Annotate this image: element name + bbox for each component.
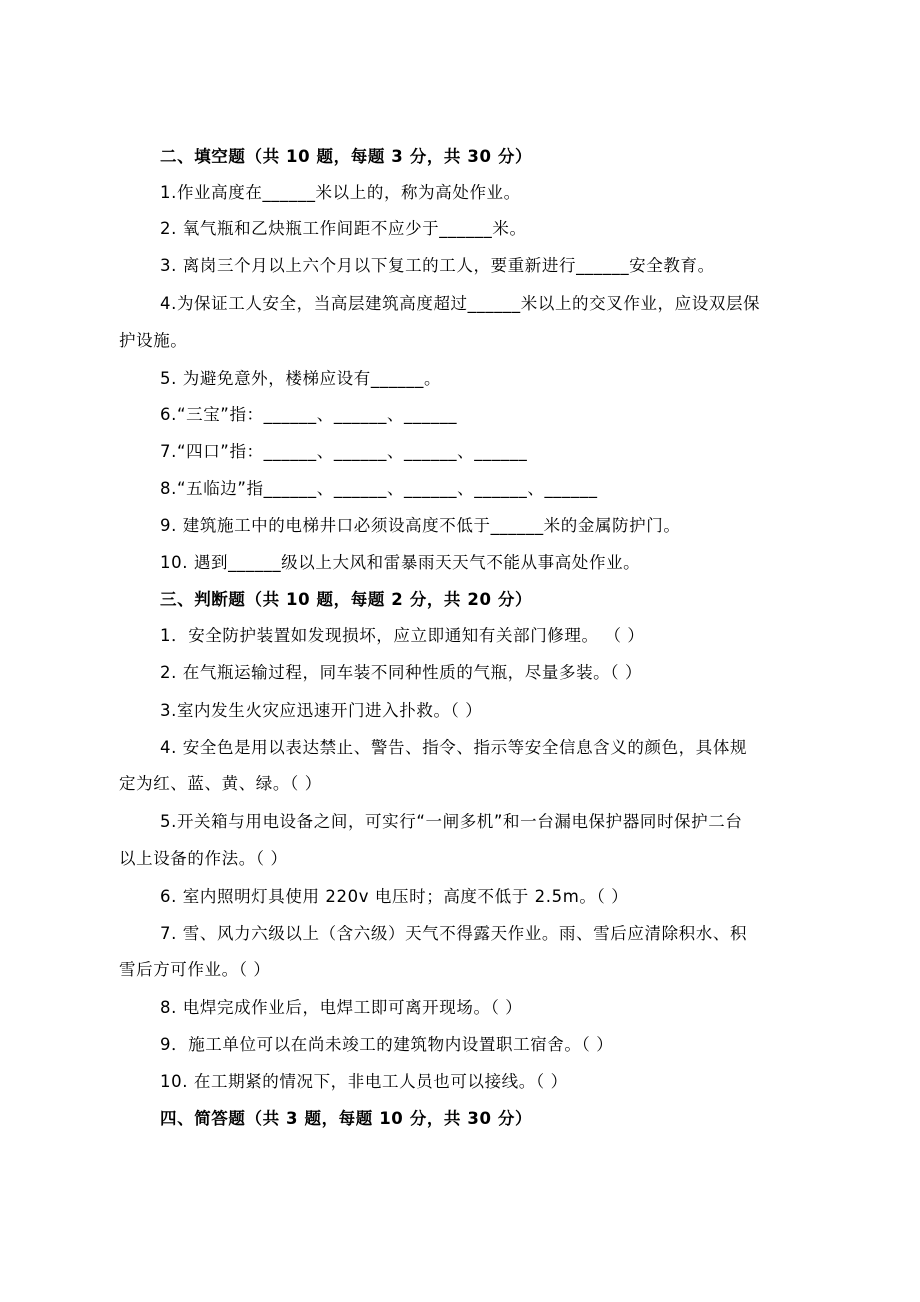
fill-question-6: 6.“三宝”指：______、______、______ — [160, 405, 458, 424]
judge-question-8: 8. 电焊完成作业后，电焊工即可离开现场。（ ） — [160, 998, 523, 1017]
judge-question-7-continued: 雪后方可作业。（ ） — [119, 960, 271, 979]
section-heading-fill-in-blank: 二、填空题（共 10 题，每题 3 分，共 30 分） — [160, 147, 533, 166]
judge-question-6: 6. 室内照明灯具使用 220v 电压时；高度不低于 2.5m。（ ） — [160, 887, 629, 906]
fill-question-4-continued: 护设施。 — [119, 331, 188, 350]
judge-question-4: 4. 安全色是用以表达禁止、警告、指令、指示等安全信息含义的颜色，具体规 — [160, 738, 748, 757]
fill-question-2: 2. 氧气瓶和乙炔瓶工作间距不应少于______米。 — [160, 219, 527, 238]
judge-question-5-continued: 以上设备的作法。（ ） — [119, 849, 288, 868]
fill-question-3: 3. 离岗三个月以上六个月以下复工的工人，要重新进行______安全教育。 — [160, 256, 715, 275]
fill-question-1: 1.作业高度在______米以上的，称为高处作业。 — [160, 183, 521, 202]
judge-question-7: 7. 雪、风力六级以上（含六级）天气不得露天作业。雨、雪后应清除积水、积 — [160, 924, 748, 943]
judge-question-9: 9．施工单位可以在尚未竣工的建筑物内设置职工宿舍。（ ） — [160, 1035, 614, 1054]
section-heading-short-answer: 四、简答题（共 3 题，每题 10 分，共 30 分） — [160, 1109, 533, 1128]
fill-question-4: 4.为保证工人安全，当高层建筑高度超过______米以上的交叉作业，应设双层保 — [160, 294, 761, 313]
judge-question-2: 2. 在气瓶运输过程，同车装不同种性质的气瓶，尽量多装。（ ） — [160, 663, 643, 682]
judge-question-4-continued: 定为红、蓝、黄、绿。（ ） — [119, 774, 322, 793]
judge-question-5: 5.开关箱与用电设备之间，可实行“一闸多机”和一台漏电保护器同时保护二台 — [160, 812, 743, 831]
section-heading-true-false: 三、判断题（共 10 题，每题 2 分，共 20 分） — [160, 590, 533, 609]
judge-question-10: 10. 在工期紧的情况下，非电工人员也可以接线。（ ） — [160, 1072, 568, 1091]
fill-question-9: 9. 建筑施工中的电梯井口必须设高度不低于______米的金属防护门。 — [160, 516, 681, 535]
judge-question-1: 1．安全防护装置如发现损坏，应立即通知有关部门修理。 （ ） — [160, 626, 645, 645]
fill-question-7: 7.“四口”指：______、______、______、______ — [160, 442, 528, 461]
fill-question-5: 5. 为避免意外，楼梯应设有______。 — [160, 369, 442, 388]
fill-question-10: 10. 遇到______级以上大风和雷暴雨天天气不能从事高处作业。 — [160, 553, 641, 572]
judge-question-3: 3.室内发生火灾应迅速开门进入扑救。（ ） — [160, 701, 483, 720]
fill-question-8: 8.“五临边”指______、______、______、______、______ — [160, 479, 598, 498]
